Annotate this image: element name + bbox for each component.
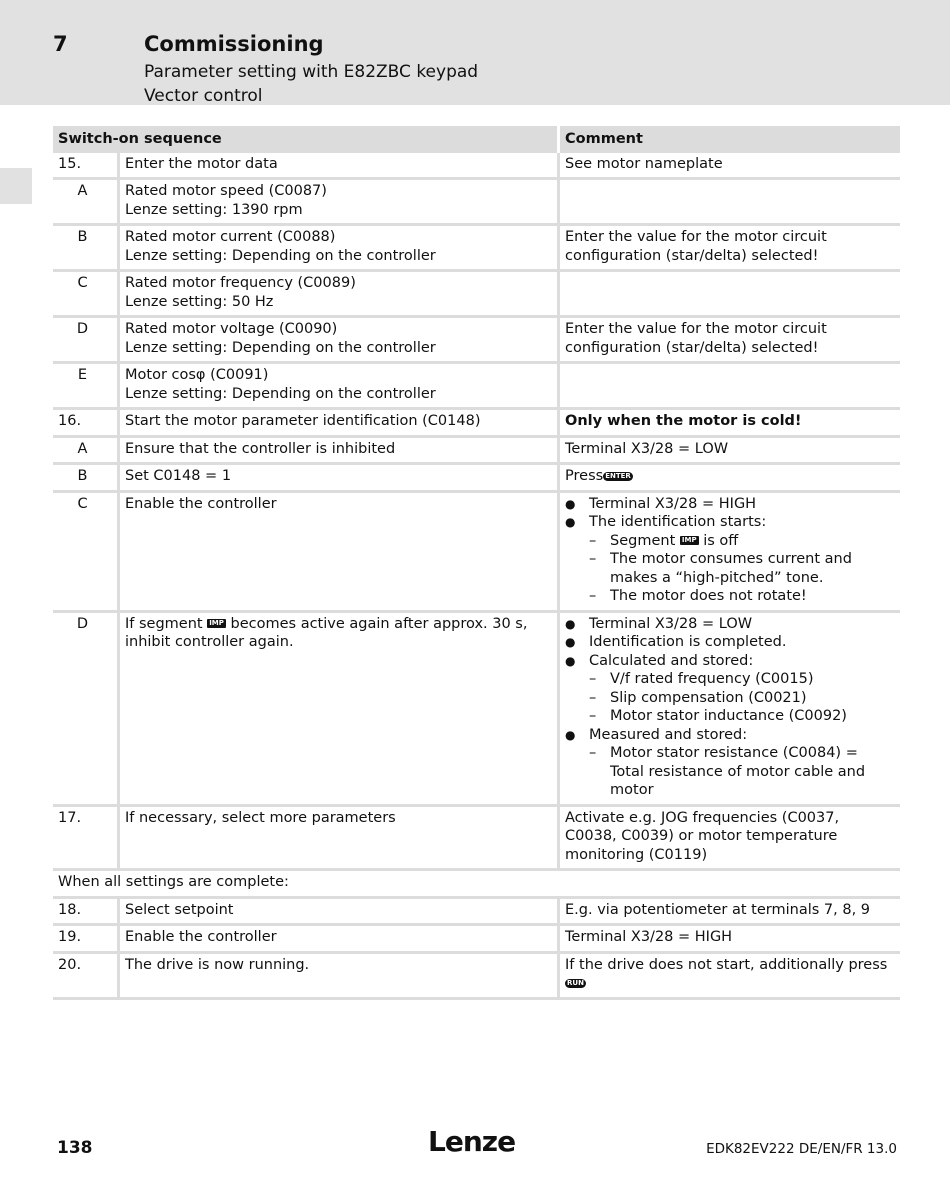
step-number: 16. (53, 410, 120, 438)
list-item-text: Calculated and stored: (589, 652, 754, 669)
table-note: When all settings are complete: (53, 871, 900, 899)
desc-line: Rated motor speed (C0087) (125, 183, 327, 199)
table-header-row (53, 126, 900, 153)
desc-line: Lenze setting: 1390 rpm (125, 201, 303, 218)
step-number: 19. (53, 926, 120, 954)
table-row (53, 899, 900, 927)
table-row (53, 364, 900, 410)
step-comment: Terminal X3/28 = HIGH (560, 926, 900, 954)
table-row (53, 410, 900, 438)
dash-list (589, 744, 895, 800)
comment-text: If the drive does not start, additionally press (565, 956, 888, 973)
imp-segment-icon: IMP (681, 536, 697, 544)
chapter-side-tab (0, 168, 32, 204)
step-number: 15. (53, 153, 120, 181)
desc-line: Lenze setting: 50 Hz (125, 293, 274, 310)
table-row (53, 272, 900, 318)
desc-line: Motor cosφ (C0091) (125, 367, 269, 383)
table-row (53, 807, 900, 872)
desc-line: Lenze setting: Depending on the controller (125, 339, 436, 356)
comment-text: Press (565, 468, 604, 484)
list-item-text: Measured and stored: (589, 726, 748, 743)
step-comment (560, 364, 900, 410)
substep-letter: C (53, 272, 120, 318)
step-comment-warning: Only when the motor is cold! (560, 410, 900, 438)
step-comment (560, 613, 900, 807)
desc-line: Rated motor frequency (C0089) (125, 275, 356, 291)
desc-line: Lenze setting: Depending on the controller (125, 385, 436, 402)
dash-list (589, 532, 895, 606)
list-item: – The motor does not rotate! (589, 587, 895, 606)
step-description: Ensure that the controller is inhibited (120, 438, 560, 466)
substep-letter: D (53, 613, 120, 807)
step-comment (560, 493, 900, 613)
step-comment (560, 954, 900, 1000)
substep-letter: B (53, 465, 120, 493)
list-item-text: The identification starts: (589, 514, 767, 530)
list-item: ● Identification is completed. (565, 633, 895, 652)
step-comment (560, 272, 900, 318)
step-comment: Enter the value for the motor circuit configuration (star/delta) selected! (560, 226, 900, 272)
substep-letter: E (53, 364, 120, 410)
bullet-list (565, 615, 895, 800)
substep-letter: A (53, 438, 120, 466)
desc-line: Lenze setting: Depending on the controller (125, 247, 436, 264)
header-band (0, 0, 950, 105)
table-row (53, 180, 900, 226)
step-description (120, 272, 560, 318)
list-item: – Slip compensation (C0021) (589, 689, 895, 708)
list-item (565, 513, 895, 606)
table-row (53, 318, 900, 364)
step-comment (560, 180, 900, 226)
table-row (53, 153, 900, 181)
list-item: – Motor stator inductance (C0092) (589, 707, 895, 726)
step-comment: Enter the value for the motor circuit configuration (star/delta) selected! (560, 318, 900, 364)
step-description: Enable the controller (120, 493, 560, 613)
list-item-text: Segment (610, 532, 676, 549)
list-item: ● Terminal X3/28 = HIGH (565, 495, 895, 514)
header-switch-on-sequence: Switch-on sequence (53, 126, 560, 153)
page-number: 138 (57, 1138, 93, 1158)
step-comment: E.g. via potentiometer at terminals 7, 8, 9 (560, 899, 900, 927)
list-item: – The motor consumes current and makes a “high-pitched” tone. (589, 550, 895, 587)
step-description (120, 364, 560, 410)
table-row (53, 226, 900, 272)
header-comment: Comment (560, 126, 900, 153)
step-number: 20. (53, 954, 120, 1000)
table-row (53, 613, 900, 807)
switch-on-sequence-table (53, 126, 900, 1000)
step-comment: Activate e.g. JOG frequencies (C0037, C0038, C0039) or motor temperature monitoring (C0119) (560, 807, 900, 872)
substep-letter: A (53, 180, 120, 226)
subtitle-2: Vector control (144, 86, 263, 106)
step-description: If necessary, select more parameters (120, 807, 560, 872)
document-code: EDK82EV222 DE/EN/FR 13.0 (706, 1141, 897, 1157)
step-description: The drive is now running. (120, 954, 560, 1000)
substep-letter: D (53, 318, 120, 364)
dash-list (589, 670, 895, 726)
chapter-number: 7 (53, 32, 68, 56)
desc-text: If segment (125, 615, 203, 632)
step-description (120, 180, 560, 226)
imp-segment-icon: IMP (209, 619, 224, 627)
list-item (565, 652, 895, 726)
step-description (120, 318, 560, 364)
step-description: Enable the controller (120, 926, 560, 954)
step-comment: See motor nameplate (560, 153, 900, 181)
substep-letter: B (53, 226, 120, 272)
table-row (53, 871, 900, 899)
step-description: Select setpoint (120, 899, 560, 927)
step-description (120, 226, 560, 272)
table-row (53, 493, 900, 613)
list-item: – Motor stator resistance (C0084) = Total resistance of motor cable and motor (589, 744, 895, 800)
desc-line: Rated motor current (C0088) (125, 229, 336, 245)
step-number: 17. (53, 807, 120, 872)
enter-key-icon: ENTER (605, 471, 631, 480)
list-item (589, 532, 895, 551)
step-comment: Terminal X3/28 = LOW (560, 438, 900, 466)
table-row (53, 465, 900, 493)
step-description: Start the motor parameter identification (C0148) (120, 410, 560, 438)
table-row (53, 926, 900, 954)
step-description: Enter the motor data (120, 153, 560, 181)
substep-letter: C (53, 493, 120, 613)
table-row (53, 954, 900, 1000)
run-key-icon: RUN (567, 978, 584, 987)
step-description (120, 613, 560, 807)
list-item (565, 726, 895, 800)
list-item: ● Terminal X3/28 = LOW (565, 615, 895, 634)
step-number: 18. (53, 899, 120, 927)
desc-line: Rated motor voltage (C0090) (125, 321, 338, 337)
subtitle-1: Parameter setting with E82ZBC keypad (144, 62, 479, 82)
step-description: Set C0148 = 1 (120, 465, 560, 493)
step-comment (560, 465, 900, 493)
list-item: – V/f rated frequency (C0015) (589, 670, 895, 689)
bullet-list (565, 495, 895, 606)
list-item-text: is off (703, 532, 739, 549)
table-row (53, 438, 900, 466)
desc-text: becomes active again after approx. 30 s, inhibit controller again. (125, 615, 528, 650)
chapter-title: Commissioning (144, 32, 324, 56)
lenze-logo: Lenze (428, 1125, 516, 1158)
